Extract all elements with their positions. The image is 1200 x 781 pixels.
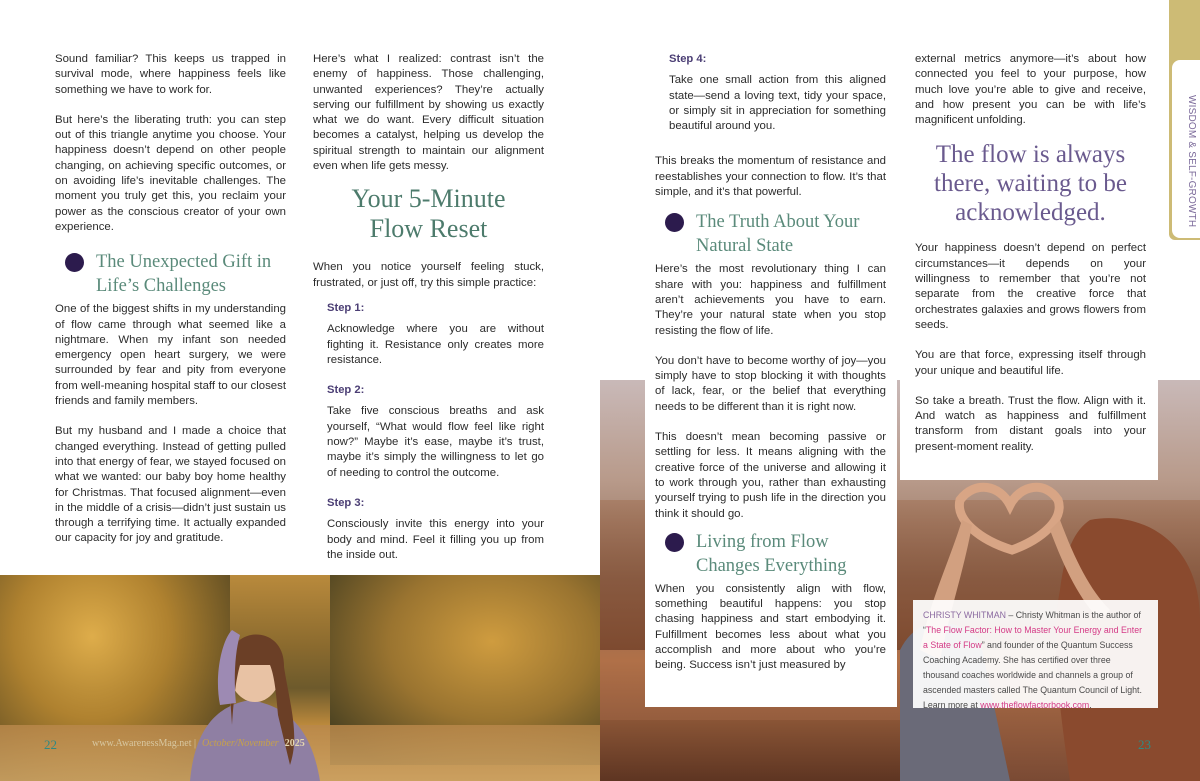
right-column-1 (655, 52, 886, 674)
website-link[interactable]: www.theflowfactorbook.com (980, 700, 1090, 710)
paragraph: When you consistently align with flow, something beautiful happens: you stop chasing happiness and start embodying it. Fulfillment becomes less about what you accomplish and more about who you’re being. Success isn’t just measured by (655, 582, 886, 672)
paragraph: So take a breath. Trust the flow. Align with it. And watch as happiness and fulfillment transform from distant goals into your present-moment reality. (915, 394, 1146, 453)
paragraph: But my husband and I made a choice that changed everything. Instead of getting pulled into that energy of fear, we stayed focused on what we wanted: our baby boy home healthy for Christmas. That focused alignment—even in the middle of a crisis—didn’t just sustain us through a terrifying time. It actually expanded our capacity for joy and gratitude. (55, 425, 286, 545)
author-bio-box (913, 600, 1158, 708)
paragraph: When you notice yourself feeling stuck, frustrated, or just off, try this simple practice: (313, 261, 544, 289)
paragraph: One of the biggest shifts in my understanding of flow came through what seemed like a nightmare. When my infant son needed emergency open heart surgery, we were surrounded by fear and pity from everyone from well-meaning hospital staff to our closest friends and family members. (55, 303, 286, 408)
book-title-link[interactable]: The Flow Factor: How to Master Your Energy and Enter a State of Flow (923, 625, 1143, 650)
paragraph: external metrics anymore—it’s about how connected you feel to your purpose, how much love you’re able to give and receive, and how present you can be with life’s magnificent unfolding. (915, 53, 1146, 127)
left-column-1 (55, 52, 286, 562)
bio-text: . (1089, 700, 1092, 710)
paragraph: But here’s the liberating truth: you can step out of this triangle anytime you choose. Your happiness doesn’t depend on other people changing, on achieving specific outcomes, or on avoiding life’s inevitable challenges. The moment you truly get this, you reclaim your power as the conscious creator of your own experience. (55, 113, 286, 233)
step-1-label: Step 1: (327, 301, 365, 314)
footer-website: www.AwarenessMag.net | (92, 738, 197, 749)
section-heading-natural-state: The Truth About Your Natural State (655, 210, 886, 258)
paragraph: Here’s the most revolutionary thing I can share with you: happiness and fulfillment aren’t achievements you have to earn. They’re your natural state when you stop resisting the flow of life. (655, 263, 886, 337)
bullet-dot-icon (65, 253, 84, 272)
step-4-text: Take one small action from this aligned state—send a loving text, tidy your space, or simply sit in appreciation for something beautiful around you. (669, 74, 886, 133)
section-heading-unexpected-gift: The Unexpected Gift in Life’s Challenges (55, 250, 286, 298)
bullet-dot-icon (665, 213, 684, 232)
left-column-2 (313, 52, 544, 578)
woman-silhouette (150, 595, 360, 781)
step-3-text: Consciously invite this energy into your body and mind. Feel it filling you up from the inside out. (327, 518, 544, 561)
footer-month: October/November (202, 738, 279, 749)
step-1-text: Acknowledge where you are without fighting it. Resistance only creates more resistance. (327, 323, 544, 366)
page-number-right: 23 (1138, 737, 1151, 752)
page-number-left: 22 (44, 737, 57, 752)
paragraph: You don’t have to become worthy of joy—you simply have to stop blocking it with thoughts of lack, fear, or the belief that everything needs to be different than it is right now. (655, 354, 886, 413)
footer-left (92, 738, 305, 749)
paragraph: This breaks the momentum of resistance and reestablishes your connection to flow. It’s that simple, and it’s that powerful. (655, 155, 886, 199)
paragraph: Sound familiar? This keeps us trapped in survival mode, where happiness feels like something we have to work for. (55, 53, 286, 96)
woman-in-autumn-forest-photo (0, 575, 600, 781)
paragraph: Your happiness doesn’t depend on perfect circumstances—it depends on your willingness to remember that you’re not separate from the creative force that orchestrates galaxies and grows flowers from seeds. (915, 242, 1146, 331)
section-heading-living-from-flow: Living from Flow Changes Everything (655, 530, 886, 578)
step-3-label: Step 3: (327, 496, 365, 509)
step-4-label: Step 4: (669, 53, 707, 65)
section-side-label: WISDOM & SELF-GROWTH (1186, 95, 1197, 228)
step-2-text: Take five conscious breaths and ask yourself, “What would flow feel like right now?” Maybe it’s ease, maybe it’s trust, maybe it’s simply the willingness to let go of needing to control the outcome. (327, 405, 544, 479)
bullet-dot-icon (665, 533, 684, 552)
paragraph: This doesn’t mean becoming passive or settling for less. It means aligning with the creative force of the universe and allowing it to work through you, rather than exhausting yourself trying to push life in the direction you think it should go. (655, 431, 886, 520)
step-2-label: Step 2: (327, 384, 365, 397)
bio-text: ” and founder of the Quantum Success Coaching Academy. She has certified over three thousand coaches worldwide and channels a group of ascended masters called The Quantum Council of Light. Learn more at (923, 640, 1142, 710)
flow-reset-title: Your 5-Minute Flow Reset (351, 184, 506, 244)
footer-year: 2025 (284, 738, 305, 749)
paragraph: You are that force, expressing itself through your unique and beautiful life. (915, 349, 1146, 377)
author-name: CHRISTY WHITMAN (923, 610, 1006, 620)
pull-quote: The flow is always there, waiting to be acknowledged. (934, 141, 1127, 227)
bio-text: – Christy Whitman is the author of “ (923, 610, 1141, 635)
right-column-2 (915, 52, 1146, 455)
paragraph: Here’s what I realized: contrast isn’t the enemy of happiness. Those challenging, unwanted experiences? They’re actually serving our fulfillment by showing us exactly what we do want. Every difficult situation becomes a catalyst, helping us develop the spiritual strength to maintain our alignment even when life gets messy. (313, 53, 544, 173)
